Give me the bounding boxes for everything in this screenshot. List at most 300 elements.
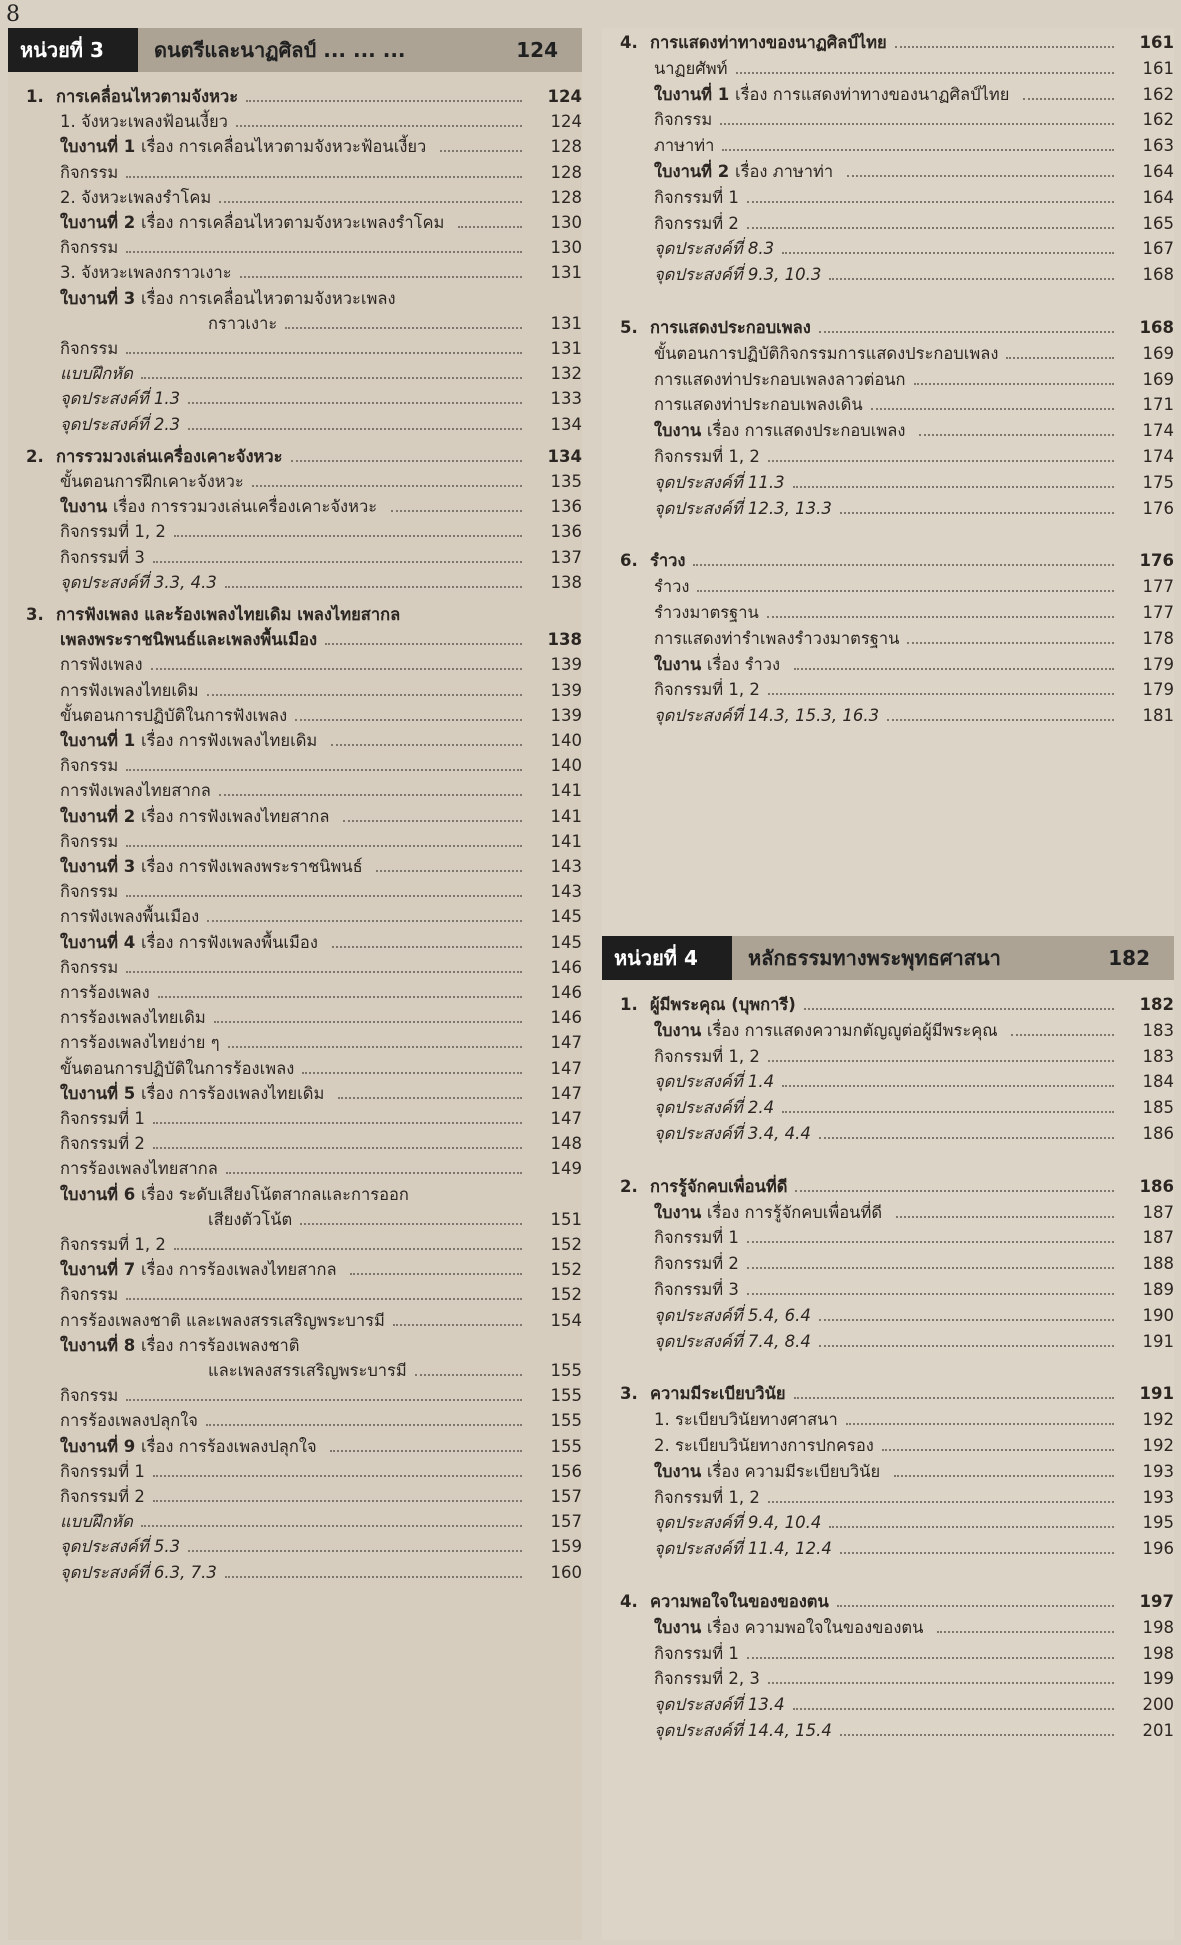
unit-label: หน่วยที่ 3	[8, 28, 138, 72]
entry-text: เรื่อง การร้องเพลงไทยเดิม	[140, 1083, 325, 1103]
worksheet-keyword: ใบงาน	[654, 421, 707, 441]
page-ref: 147	[550, 1058, 582, 1078]
worksheet-keyword: ใบงานที่ 3	[60, 857, 141, 876]
entry-text: กิจกรรม	[60, 238, 119, 258]
entry-text: การแสดงท่าประกอบเพลงลาวต่อนก	[654, 369, 906, 389]
page-ref: 138	[550, 572, 582, 592]
toc-entry	[8, 568, 582, 598]
dot-leader	[391, 492, 522, 512]
dot-leader	[458, 208, 522, 228]
page-ref: 178	[1142, 628, 1174, 648]
page-ref: 191	[1142, 1331, 1174, 1351]
dot-leader	[1011, 1016, 1114, 1036]
entry-text: จุดประสงค์ที่ 3.4, 4.4	[654, 1124, 811, 1143]
dot-leader	[782, 1093, 1114, 1113]
entry-text: เรื่อง การแสดงท่าทางของนาฏศิลป์ไทย	[734, 84, 1010, 104]
page-ref: 188	[1142, 1254, 1174, 1274]
page-ref: 187	[1142, 1228, 1174, 1248]
dot-leader	[747, 1639, 1114, 1659]
page-ref: 195	[1142, 1513, 1174, 1533]
dot-leader	[794, 650, 1114, 670]
entry-text: จุดประสงค์ที่ 2.3	[60, 414, 181, 434]
dot-leader	[914, 365, 1114, 385]
dot-leader	[736, 54, 1114, 74]
toc-entry	[602, 701, 1174, 731]
left-column	[8, 28, 582, 1940]
dot-leader	[126, 827, 522, 847]
worksheet-keyword: ใบงานที่ 9	[60, 1436, 141, 1456]
page-ref: 183	[1142, 1046, 1174, 1066]
page-ref: 138	[547, 630, 582, 650]
entry-text: จุดประสงค์ที่ 5.4, 6.4	[654, 1305, 811, 1325]
dot-leader	[819, 313, 1114, 333]
worksheet-keyword: ใบงานที่ 1	[60, 731, 141, 750]
entry-text: จุดประสงค์ที่ 8.3	[654, 239, 775, 259]
page-ref: 124	[550, 112, 582, 132]
dot-leader	[126, 751, 522, 771]
toc-body-left	[8, 72, 582, 1932]
section-number: 3.	[26, 605, 44, 624]
unit-title: หลักธรรมทางพระพุทธศาสนา	[748, 946, 1001, 970]
dot-leader	[228, 1028, 522, 1048]
dot-leader	[153, 543, 522, 563]
dot-leader	[126, 334, 522, 354]
dot-leader	[747, 183, 1114, 203]
page-ref: 131	[550, 339, 582, 358]
entry-text: กิจกรรมที่ 3	[654, 1280, 739, 1299]
dot-leader	[819, 1119, 1114, 1139]
page-ref: 198	[1142, 1617, 1174, 1637]
page-ref: 128	[550, 187, 582, 207]
section-number: 4.	[620, 1592, 638, 1611]
worksheet-keyword: ใบงาน	[654, 1617, 707, 1637]
entry-text: 2. ระเบียบวินัยทางการปกครอง	[654, 1436, 874, 1455]
toc-entry-label	[60, 1558, 217, 1588]
page-ref: 147	[550, 1109, 582, 1128]
dot-leader	[153, 1129, 522, 1149]
dot-leader	[768, 675, 1114, 695]
entry-text: ผู้มีพระคุณ (บุพการี)	[650, 995, 796, 1014]
page-ref: 176	[1142, 498, 1174, 518]
entry-text: การแสดงประกอบเพลง	[650, 318, 811, 337]
dot-leader	[252, 467, 522, 487]
entry-text: กิจกรรม	[654, 110, 713, 130]
page-ref: 177	[1142, 603, 1174, 622]
dot-leader	[887, 701, 1114, 721]
worksheet-keyword: ใบงาน	[654, 654, 707, 674]
entry-text: กิจกรรมที่ 2, 3	[654, 1669, 760, 1689]
dot-leader	[291, 442, 523, 462]
entry-text: เรื่อง การเคลื่อนไหวตามจังหวะเพลง	[140, 288, 396, 308]
entry-text: รำวง	[650, 551, 686, 571]
dot-leader	[151, 650, 522, 670]
dot-leader	[300, 1205, 522, 1225]
worksheet-keyword: ใบงานที่ 1	[60, 137, 141, 157]
entry-text: กิจกรรม	[60, 339, 119, 358]
dot-leader	[141, 359, 522, 379]
entry-text: กิจกรรม	[60, 1386, 119, 1406]
entry-text: เรื่อง การร้องเพลงชาติ	[140, 1335, 300, 1355]
entry-text: ขั้นตอนการปฏิบัติกิจกรรมการแสดงประกอบเพลง	[654, 343, 999, 363]
entry-text: กิจกรรมที่ 1	[654, 1228, 739, 1248]
page-ref: 161	[1142, 58, 1174, 78]
dot-leader	[350, 1255, 522, 1275]
entry-text: กิจกรรม	[60, 882, 119, 902]
entry-text: 3. จังหวะเพลงกราวเงาะ	[60, 263, 232, 283]
page-ref: 145	[550, 907, 582, 927]
entry-text: กิจกรรมที่ 1, 2	[60, 522, 166, 542]
page-ref: 139	[550, 680, 582, 700]
page-ref: 135	[550, 472, 582, 491]
page-ref: 147	[550, 1033, 582, 1053]
dot-leader	[214, 1003, 522, 1023]
page-ref: 168	[1139, 318, 1174, 337]
dot-leader	[225, 568, 522, 588]
page-ref: 131	[550, 313, 582, 333]
toc-entry	[602, 494, 1174, 524]
dot-leader	[871, 390, 1114, 410]
entry-text: จุดประสงค์ที่ 14.3, 15.3, 16.3	[654, 706, 880, 726]
entry-text: เพลงพระราชนิพนธ์และเพลงพื้นเมือง	[60, 630, 318, 650]
dot-leader	[240, 258, 522, 278]
worksheet-keyword: ใบงานที่ 6	[60, 1184, 141, 1204]
entry-text: ขั้นตอนการฝึกเคาะจังหวะ	[60, 472, 244, 491]
page-ref: 151	[550, 1209, 582, 1229]
worksheet-keyword: ใบงานที่ 8	[60, 1335, 141, 1355]
right-column	[602, 28, 1174, 1940]
toc-entry-label	[654, 1534, 832, 1564]
dot-leader	[794, 1379, 1115, 1399]
unit-page: 182	[1108, 946, 1150, 970]
page-ref: 141	[550, 831, 582, 851]
page-ref: 177	[1142, 577, 1174, 597]
dot-leader	[882, 1431, 1114, 1451]
worksheet-keyword: ใบงานที่ 2	[60, 806, 141, 826]
page-ref: 155	[550, 1386, 582, 1406]
entry-text: กิจกรรมที่ 1, 2	[654, 447, 760, 466]
dot-leader	[795, 1172, 1114, 1192]
entry-text: เรื่อง การฟังเพลงไทยสากล	[140, 806, 330, 826]
entry-text: กิจกรรมที่ 1	[654, 1643, 739, 1663]
page-ref: 199	[1142, 1669, 1174, 1689]
section-number: 5.	[620, 318, 638, 337]
page-ref: 168	[1142, 265, 1174, 285]
entry-text: การฟังเพลงไทยเดิม	[60, 680, 199, 700]
dot-leader	[376, 852, 522, 872]
entry-text: การฟังเพลงไทยสากล	[60, 781, 211, 801]
entry-text: เรื่อง การร้องเพลงไทยสากล	[140, 1260, 337, 1280]
page-ref: 131	[550, 263, 582, 283]
dot-leader	[1023, 80, 1114, 100]
page-ref: 128	[550, 137, 582, 157]
unit-label: หน่วยที่ 4	[602, 936, 732, 980]
page-ref: 186	[1139, 1176, 1174, 1196]
entry-text: 1. จังหวะเพลงฟ้อนเงี้ยว	[60, 112, 228, 132]
dot-leader	[126, 233, 522, 253]
worksheet-keyword: ใบงาน	[654, 1202, 707, 1222]
page-ref: 134	[547, 446, 582, 466]
page-ref: 164	[1142, 162, 1174, 181]
entry-text: 2. จังหวะเพลงรำโคม	[60, 187, 212, 207]
dot-leader	[207, 676, 522, 696]
dot-leader	[246, 82, 522, 102]
entry-text: กิจกรรม	[60, 957, 119, 977]
dot-leader	[907, 624, 1114, 644]
page-ref: 134	[550, 414, 582, 434]
entry-text: รำวงมาตรฐาน	[654, 603, 759, 622]
entry-text: เรื่อง การเคลื่อนไหวตามจังหวะฟ้อนเงี้ยว	[140, 137, 427, 157]
entry-text: เรื่อง ความพอใจในของของตน	[706, 1617, 924, 1637]
page-ref: 130	[550, 213, 582, 232]
entry-text: กิจกรรมที่ 1	[654, 187, 739, 207]
dot-leader	[693, 546, 1114, 566]
page-ref: 182	[1139, 995, 1174, 1014]
dot-leader	[840, 494, 1114, 514]
entry-text: การร้องเพลงไทยเดิม	[60, 1008, 206, 1028]
dot-leader	[188, 384, 522, 404]
unit-title: ดนตรีและนาฏศิลป์ ... ... ...	[154, 38, 406, 62]
dot-leader	[793, 468, 1114, 488]
entry-text: กิจกรรม	[60, 162, 119, 182]
entry-text: การร้องเพลงไทยสากล	[60, 1159, 218, 1179]
page-ref: 174	[1142, 447, 1174, 466]
entry-text: ความมีระเบียบวินัย	[650, 1384, 786, 1404]
page-ref: 179	[1142, 654, 1174, 674]
entry-text: กิจกรรมที่ 2	[654, 1254, 739, 1274]
toc-entry-label	[654, 1119, 811, 1149]
entry-text: การร้องเพลงปลุกใจ	[60, 1411, 198, 1431]
dot-leader	[919, 416, 1114, 436]
toc-entry-label	[654, 701, 879, 731]
page-ref: 162	[1142, 110, 1174, 130]
dot-leader	[188, 410, 522, 430]
dot-leader	[768, 1483, 1114, 1503]
worksheet-keyword: ใบงานที่ 2	[654, 162, 735, 181]
entry-text: กิจกรรมที่ 1	[60, 1461, 145, 1481]
worksheet-keyword: ใบงานที่ 7	[60, 1260, 141, 1280]
page-ref: 146	[550, 1008, 582, 1028]
page-ref: 139	[550, 655, 582, 675]
worksheet-keyword: ใบงานที่ 2	[60, 213, 141, 232]
dot-leader	[225, 1558, 522, 1578]
dot-leader	[219, 776, 522, 796]
worksheet-keyword: ใบงาน	[654, 1020, 707, 1040]
page-ref: 152	[550, 1285, 582, 1305]
page-ref: 171	[1142, 395, 1174, 415]
section-number: 2.	[26, 446, 44, 466]
dot-leader	[894, 1457, 1114, 1477]
page-ref: 156	[550, 1461, 582, 1481]
dot-leader	[236, 107, 522, 127]
dot-leader	[937, 1613, 1114, 1633]
entry-text: การรวมวงเล่นเครื่องเคาะจังหวะ	[56, 446, 283, 466]
page-ref: 124	[547, 87, 582, 106]
dot-leader	[768, 442, 1114, 462]
entry-text: จุดประสงค์ที่ 5.3	[60, 1537, 181, 1557]
page-number: 8	[6, 2, 20, 27]
toc-entry-label	[654, 1327, 811, 1357]
dot-leader	[206, 1406, 522, 1426]
entry-text: กิจกรรมที่ 1, 2	[654, 1487, 760, 1507]
worksheet-keyword: ใบงานที่ 4	[60, 932, 141, 952]
page-ref: 187	[1142, 1202, 1174, 1222]
entry-text: ขั้นตอนการปฏิบัติในการร้องเพลง	[60, 1058, 295, 1078]
dot-leader	[393, 1306, 522, 1326]
page-ref: 160	[550, 1562, 582, 1582]
toc-entry	[602, 1716, 1174, 1746]
page-ref: 159	[550, 1537, 582, 1557]
entry-text: กิจกรรมที่ 1, 2	[654, 680, 760, 700]
entry-text: จุดประสงค์ที่ 11.4, 12.4	[654, 1539, 832, 1559]
entry-text: จุดประสงค์ที่ 11.3	[654, 472, 785, 492]
dot-leader	[768, 1664, 1114, 1684]
page-ref: 163	[1142, 136, 1174, 156]
page-ref: 175	[1142, 472, 1174, 492]
dot-leader	[829, 1508, 1114, 1528]
dot-leader	[338, 1079, 522, 1099]
page-ref: 176	[1139, 551, 1174, 571]
dot-leader	[847, 157, 1114, 177]
entry-text: จุดประสงค์ที่ 6.3, 7.3	[60, 1562, 217, 1582]
entry-text: การแสดงท่าทางของนาฏศิลป์ไทย	[650, 33, 887, 52]
entry-text: และเพลงสรรเสริญพระบารมี	[208, 1361, 407, 1380]
page-ref: 157	[550, 1512, 582, 1532]
page-ref: 185	[1142, 1098, 1174, 1118]
dot-leader	[126, 877, 522, 897]
section-number: 4.	[620, 33, 638, 52]
dot-leader	[793, 1690, 1114, 1710]
page-ref: 137	[550, 547, 582, 567]
dot-leader	[440, 132, 522, 152]
page-ref: 198	[1142, 1643, 1174, 1663]
page-ref: 196	[1142, 1539, 1174, 1559]
section-number: 1.	[620, 995, 638, 1014]
entry-text: นาฏยศัพท์	[654, 58, 728, 78]
worksheet-keyword: ใบงาน	[60, 497, 113, 517]
entry-text: เรื่อง การรวมวงเล่นเครื่องเคาะจังหวะ	[112, 497, 378, 517]
dot-leader	[141, 1507, 522, 1527]
toc-entry	[602, 1119, 1174, 1149]
entry-text: จุดประสงค์ที่ 1.3	[60, 389, 181, 409]
page-ref: 136	[550, 522, 582, 542]
entry-text: เรื่อง ภาษาท่า	[734, 162, 834, 181]
entry-text: รำวง	[654, 577, 690, 597]
toc-entry-label	[654, 260, 821, 290]
entry-text: เรื่อง การแสดงประกอบเพลง	[706, 421, 906, 441]
page-ref: 161	[1139, 33, 1174, 52]
page-ref: 164	[1142, 187, 1174, 207]
dot-leader	[840, 1716, 1114, 1736]
entry-text: ขั้นตอนการปฏิบัติในการฟังเพลง	[60, 705, 288, 725]
entry-text: กิจกรรม	[60, 756, 119, 776]
page-ref: 133	[550, 389, 582, 409]
dot-leader	[819, 1301, 1114, 1321]
dot-leader	[295, 701, 522, 721]
entry-text: การแสดงท่าประกอบเพลงเดิน	[654, 395, 863, 415]
dot-leader	[896, 1198, 1114, 1218]
entry-text: จุดประสงค์ที่ 9.4, 10.4	[654, 1513, 822, 1533]
dot-leader	[330, 1432, 522, 1452]
dot-leader	[747, 1249, 1114, 1269]
dot-leader	[840, 1534, 1114, 1554]
dot-leader	[126, 1280, 522, 1300]
dot-leader	[188, 1532, 522, 1552]
page-ref: 141	[550, 781, 582, 801]
page-ref: 143	[550, 882, 582, 902]
toc-entry	[8, 410, 582, 440]
page-ref: 149	[550, 1159, 582, 1179]
entry-text: แบบฝึกหัด	[60, 1512, 133, 1532]
dot-leader	[153, 1482, 522, 1502]
page-ref: 155	[550, 1411, 582, 1431]
worksheet-keyword: ใบงานที่ 1	[654, 84, 735, 104]
dot-leader	[895, 28, 1114, 48]
dot-leader	[331, 726, 522, 746]
dot-leader	[837, 1587, 1114, 1607]
section-number: 6.	[620, 551, 638, 571]
page-ref: 191	[1139, 1384, 1174, 1404]
page-ref: 155	[550, 1361, 582, 1380]
worksheet-keyword: ใบงานที่ 5	[60, 1083, 141, 1103]
page-ref: 147	[550, 1083, 582, 1103]
entry-text: จุดประสงค์ที่ 14.4, 15.4	[654, 1721, 832, 1740]
entry-text: การแสดงท่ารำเพลงรำวงมาตรฐาน	[654, 628, 900, 648]
dot-leader	[767, 598, 1114, 618]
entry-text: เรื่อง ระดับเสียงโน้ตสากลและการออก	[140, 1184, 409, 1204]
page-ref: 181	[1142, 706, 1174, 726]
entry-text: เรื่อง การร้องเพลงปลุกใจ	[140, 1436, 317, 1456]
page-ref: 197	[1139, 1592, 1174, 1611]
entry-text: เรื่อง การฟังเพลงพระราชนิพนธ์	[140, 857, 363, 876]
page-ref: 184	[1142, 1072, 1174, 1092]
toc-entry	[602, 1534, 1174, 1564]
unit-page: 124	[516, 38, 558, 62]
page-ref: 169	[1142, 343, 1174, 363]
entry-text: จุดประสงค์ที่ 7.4, 8.4	[654, 1331, 811, 1351]
entry-text: ความพอใจในของของตน	[650, 1592, 829, 1611]
page-ref: 189	[1142, 1280, 1174, 1299]
dot-leader	[829, 260, 1114, 280]
page-ref: 200	[1142, 1695, 1174, 1715]
dot-leader	[343, 802, 522, 822]
toc-entry-label	[60, 410, 180, 440]
entry-text: จุดประสงค์ที่ 2.4	[654, 1098, 775, 1118]
page-ref: 179	[1142, 680, 1174, 700]
entry-text: เรื่อง การฟังเพลงพื้นเมือง	[140, 932, 318, 952]
page-ref: 152	[550, 1260, 582, 1280]
page-ref: 140	[550, 756, 582, 776]
entry-text: กิจกรรมที่ 1, 2	[654, 1046, 760, 1066]
dot-leader	[153, 1104, 522, 1124]
page-ref: 193	[1142, 1461, 1174, 1481]
page-ref: 169	[1142, 369, 1174, 389]
page-ref: 143	[550, 857, 582, 876]
entry-text: การฟังเพลง	[60, 655, 143, 675]
entry-text: เรื่อง การรู้จักคบเพื่อนที่ดี	[706, 1202, 883, 1222]
entry-text: กิจกรรม	[60, 1285, 119, 1305]
unit-3-header	[8, 28, 582, 72]
toc-entry-label	[654, 494, 832, 524]
dot-leader	[174, 517, 522, 537]
page-ref: 146	[550, 983, 582, 1002]
page-ref: 154	[550, 1310, 582, 1330]
entry-text: การร้องเพลง	[60, 983, 150, 1002]
page-ref: 148	[550, 1134, 582, 1154]
entry-text: เรื่อง รำวง	[706, 654, 781, 674]
entry-text: เรื่อง ความมีระเบียบวินัย	[706, 1461, 881, 1481]
dot-leader	[126, 158, 522, 178]
page-ref: 186	[1142, 1124, 1174, 1143]
